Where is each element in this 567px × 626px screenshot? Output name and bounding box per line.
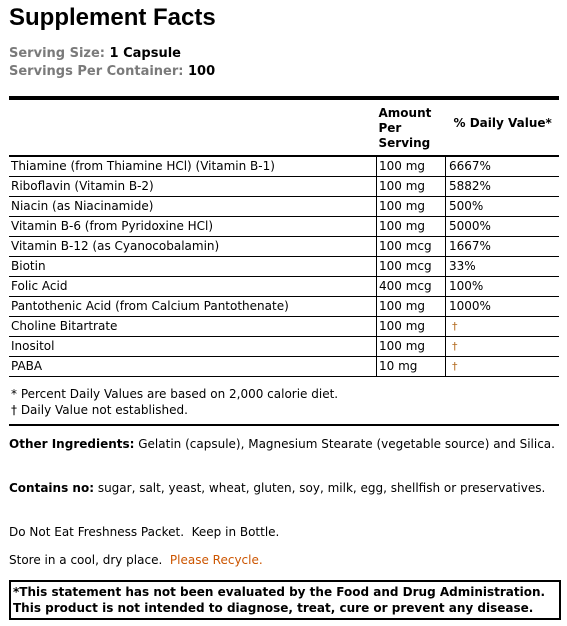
fda-disclaimer [9, 580, 561, 620]
nutrient-name: Inositol [9, 337, 377, 357]
divider-thick [9, 96, 559, 100]
do-not-eat-note: Do Not Eat Freshness Packet. Keep in Bottle. [9, 525, 280, 539]
contains-no [9, 480, 559, 497]
footnotes [11, 386, 338, 418]
daily-value-text: 5000% [449, 219, 491, 233]
daily-value-text: 6667% [449, 159, 491, 173]
storage-text: Store in a cool, dry place. [9, 553, 170, 567]
daily-value-text: 100% [449, 279, 484, 293]
nutrient-amount: 100 mg [377, 156, 446, 177]
contains-no-label: Contains no: [9, 481, 94, 495]
table-row [9, 297, 559, 317]
nutrient-name: Folic Acid [9, 277, 377, 297]
nutrient-name: PABA [9, 357, 377, 377]
nutrient-name: Riboflavin (Vitamin B-2) [9, 177, 377, 197]
nutrient-daily-value [446, 277, 560, 297]
table-row [9, 177, 559, 197]
table-row [9, 217, 559, 237]
nutrient-daily-value [446, 317, 560, 337]
nutrient-daily-value [446, 237, 560, 257]
facts-table-header [9, 106, 559, 156]
disclaimer-line-2: This product is not intended to diagnose, treat, cure or prevent any disease. [13, 601, 534, 615]
nutrient-amount: 100 mg [377, 217, 446, 237]
table-row [9, 277, 559, 297]
daily-value-text: 1667% [449, 239, 491, 253]
nutrient-name: Niacin (as Niacinamide) [9, 197, 377, 217]
facts-table-body [9, 156, 559, 377]
nutrient-name: Choline Bitartrate [9, 317, 377, 337]
servings-per-container-line [9, 63, 215, 81]
nutrient-amount: 10 mg [377, 357, 446, 377]
nutrient-daily-value [446, 357, 560, 377]
nutrient-daily-value [446, 257, 560, 277]
nutrient-amount: 100 mg [377, 297, 446, 317]
nutrient-name: Pantothenic Acid (from Calcium Pantothenate) [9, 297, 377, 317]
nutrient-daily-value [446, 156, 560, 177]
contains-no-text: sugar, salt, yeast, wheat, gluten, soy, milk, egg, shellfish or preservatives. [94, 481, 546, 495]
table-row [9, 317, 559, 337]
nutrient-daily-value [446, 177, 560, 197]
daily-value-text: † [452, 320, 458, 333]
facts-table [9, 106, 559, 377]
nutrient-name: Vitamin B-12 (as Cyanocobalamin) [9, 237, 377, 257]
table-row [9, 257, 559, 277]
header-daily-value: % Daily Value* [453, 116, 552, 130]
nutrient-amount: 100 mg [377, 337, 446, 357]
nutrient-daily-value [446, 197, 560, 217]
table-row [9, 237, 559, 257]
nutrient-amount: 100 mcg [377, 237, 446, 257]
table-row [9, 337, 559, 357]
servings-per-container-value: 100 [188, 64, 216, 79]
nutrient-daily-value [446, 297, 560, 317]
other-ingredients-text: Gelatin (capsule), Magnesium Stearate (vegetable source) and Silica. [134, 437, 555, 451]
servings-per-container-label: Servings Per Container: [9, 64, 184, 79]
header-amount: Amount Per Serving [378, 106, 432, 150]
header-blank [9, 106, 377, 156]
serving-size-label: Serving Size: [9, 46, 106, 61]
daily-value-text: † [452, 340, 458, 353]
recycle-link[interactable]: Please Recycle. [169, 553, 263, 567]
daily-value-text: 1000% [449, 299, 491, 313]
nutrient-name: Biotin [9, 257, 377, 277]
daily-value-text: 33% [449, 259, 476, 273]
daily-value-text: 5882% [449, 179, 491, 193]
table-row [9, 156, 559, 177]
nutrient-amount: 100 mg [377, 197, 446, 217]
page-title: Supplement Facts [9, 4, 216, 31]
table-row [9, 357, 559, 377]
daily-value-text: † [452, 360, 458, 373]
nutrient-name: Thiamine (from Thiamine HCl) (Vitamin B-1) [9, 156, 377, 177]
footnote-percent: * Percent Daily Values are based on 2,000 calorie diet. [11, 387, 339, 401]
disclaimer-line-1: *This statement has not been evaluated by the Food and Drug Administration. [13, 585, 546, 599]
nutrient-amount: 100 mg [377, 177, 446, 197]
nutrient-amount: 100 mcg [377, 257, 446, 277]
daily-value-text: 500% [449, 199, 484, 213]
nutrient-daily-value [446, 337, 560, 357]
other-ingredients [9, 436, 559, 453]
nutrient-daily-value [446, 217, 560, 237]
table-row [9, 197, 559, 217]
serving-size-value: 1 Capsule [109, 46, 182, 61]
divider-mid [9, 424, 559, 426]
serving-size-line [9, 45, 215, 63]
nutrient-amount: 400 mcg [377, 277, 446, 297]
other-ingredients-label: Other Ingredients: [9, 437, 135, 451]
nutrient-name: Vitamin B-6 (from Pyridoxine HCl) [9, 217, 377, 237]
serving-info [9, 45, 215, 81]
nutrient-amount: 100 mg [377, 317, 446, 337]
storage-note [9, 552, 559, 569]
footnote-dagger: † Daily Value not established. [11, 403, 188, 417]
